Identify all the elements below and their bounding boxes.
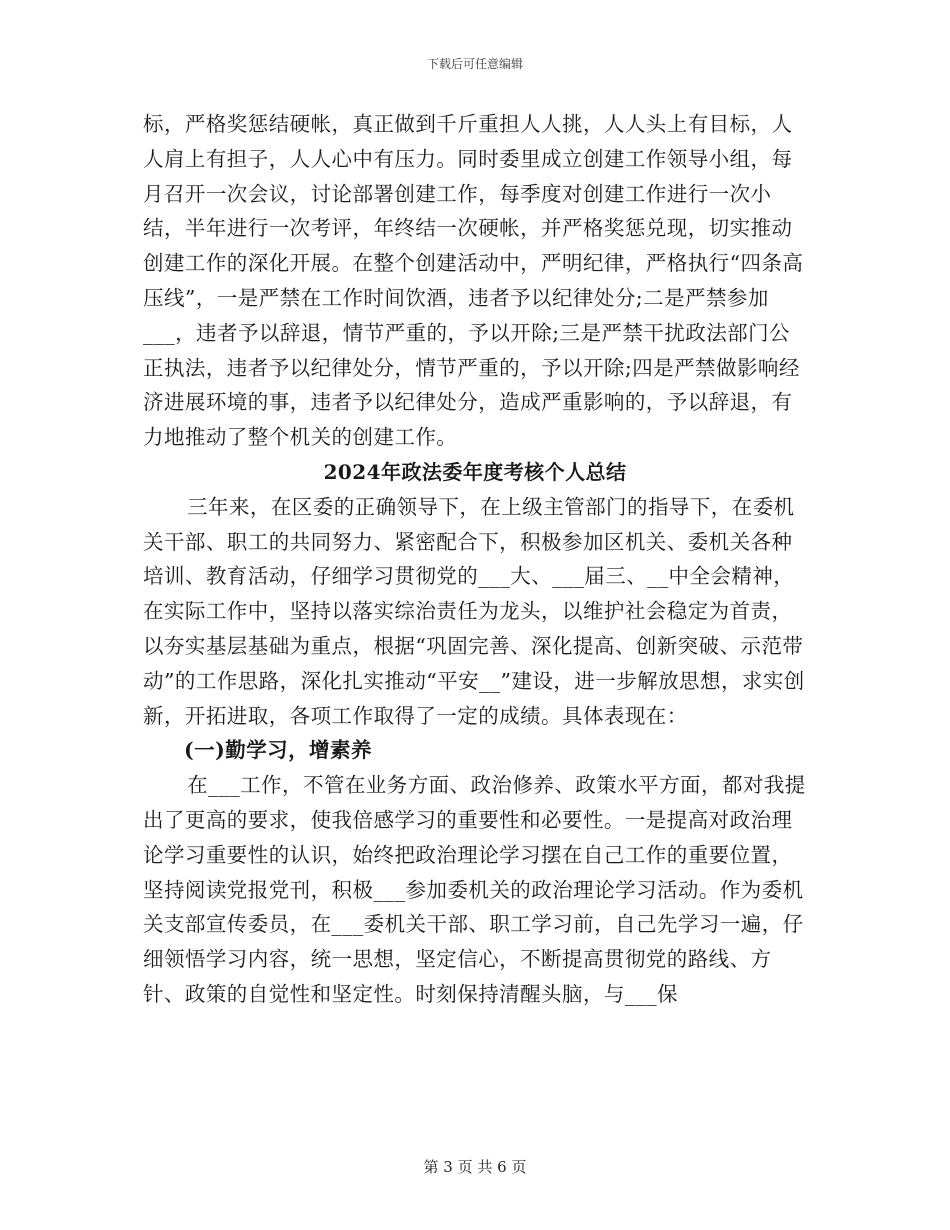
document-body	[143, 107, 807, 1012]
paragraph-intro: 三年来，在区委的正确领导下，在上级主管部门的指导下，在委机关干部、职工的共同努力、紧密配合下，积极参加区机关、委机关各种培训、教育活动，仔细学习贯彻党的___大、___届三、__中全会精神，在实际工作中，坚持以落实综治责任为龙头，以维护社会稳定为首责，以夯实基层基础为重点，根据“巩固完善、深化提高、创新突破、示范带动”的工作思路，深化扎实推动“平安__”建设，进一步解放思想，求实创新，开拓进取，各项工作取得了一定的成绩。具体表现在：	[143, 494, 805, 728]
paragraph-study: 在___工作，不管在业务方面、政治修养、政策水平方面，都对我提出了更高的要求，使我倍感学习的重要性和必要性。一是提高对政治理论学习重要性的认识，始终把政治理论学习摆在自己工作的重要位置，坚持阅读党报党刊，积极___参加委机关的政治理论学习活动。作为委机关支部宣传委员，在___委机关干部、职工学习前，自己先学习一遍，仔细领悟学习内容，统一思想，坚定信心，不断提高贯彻党的路线、方针、政策的自觉性和坚定性。时刻保持清醒头脑，与___保	[143, 773, 806, 1006]
paragraph-continuation: 标，严格奖惩结硬帐，真正做到千斤重担人人挑，人人头上有目标，人人肩上有担子，人人心中有压力。同时委里成立创建工作领导小组，每月召开一次会议，讨论部署创建工作，每季度对创建工作进行一次小结，半年进行一次考评，年终结一次硬帐，并严格奖惩兑现，切实推动创建工作的深化开展。在整个创建活动中，严明纪律，严格执行“四条高压线”，一是严禁在工作时间饮酒，违者予以纪律处分;二是严禁参加___，违者予以辞退，情节严重的，予以开除;三是严禁干扰政法部门公正执法，违者予以纪律处分，情节严重的，予以开除;四是严禁做影响经济进展环境的事，违者予以纪律处分，造成严重影响的，予以辞退，有力地推动了整个机关的创建工作。	[143, 112, 804, 450]
page-header-note: 下载后可任意编辑	[426, 57, 523, 71]
page-number: 第 3 页 共 6 页	[423, 1158, 527, 1176]
subheading-study: (一)勤学习，增素养	[184, 738, 372, 763]
section-title: 2024年政法委年度考核个人总结	[323, 459, 627, 484]
